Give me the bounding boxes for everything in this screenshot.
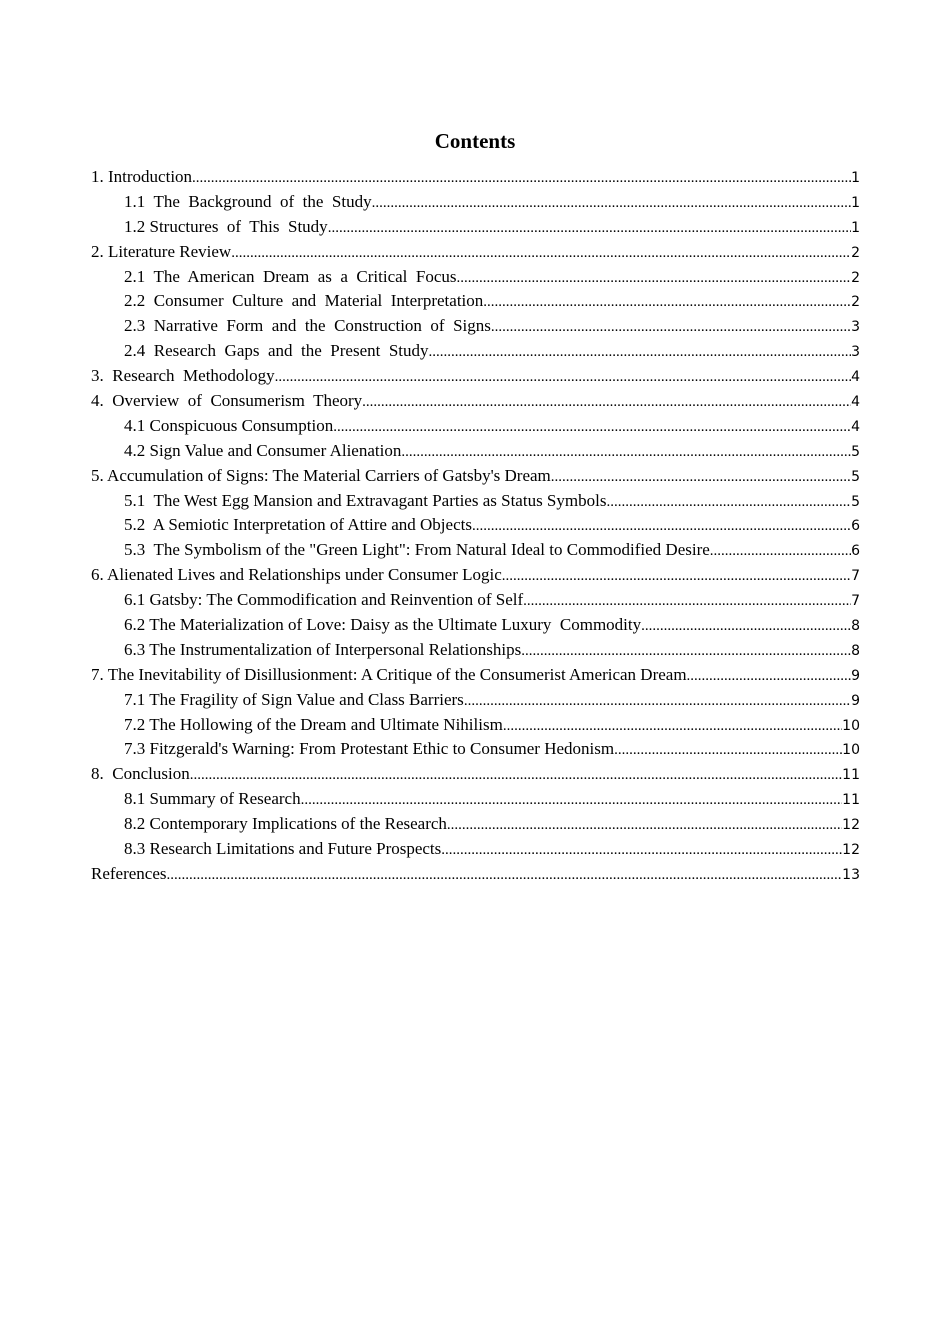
toc-entry-label: 5.2 A Semiotic Interpretation of Attire and Objects bbox=[124, 515, 472, 535]
table-of-contents bbox=[91, 165, 860, 887]
toc-entry-label: 2.3 Narrative Form and the Construction of Signs bbox=[124, 316, 491, 336]
toc-entry-label: 5. Accumulation of Signs: The Material Carriers of Gatsby's Dream bbox=[91, 465, 551, 485]
toc-entry[interactable] bbox=[91, 663, 860, 688]
toc-entry[interactable] bbox=[91, 289, 860, 314]
toc-page-number: 4 bbox=[851, 394, 860, 411]
toc-dot-leader bbox=[472, 514, 851, 538]
toc-entry-label: 7.2 The Hollowing of the Dream and Ultimate Nihilism bbox=[124, 714, 503, 734]
toc-entry[interactable] bbox=[91, 837, 860, 862]
toc-entry[interactable] bbox=[91, 513, 860, 538]
toc-entry-label: 7.1 The Fragility of Sign Value and Class Barriers bbox=[124, 689, 464, 709]
toc-dot-leader bbox=[441, 838, 842, 862]
toc-entry[interactable] bbox=[91, 314, 860, 339]
toc-entry-label: 4.2 Sign Value and Consumer Alienation bbox=[124, 440, 402, 460]
toc-entry-label: 3. Research Methodology bbox=[91, 366, 275, 386]
toc-dot-leader bbox=[457, 266, 852, 290]
toc-entry[interactable] bbox=[91, 713, 860, 738]
toc-entry[interactable] bbox=[91, 364, 860, 389]
toc-dot-leader bbox=[606, 490, 851, 514]
toc-entry[interactable] bbox=[91, 339, 860, 364]
toc-entry-label: 7. The Inevitability of Disillusionment: A Critique of the Consumerist American Dream bbox=[91, 664, 687, 684]
toc-page-number: 12 bbox=[842, 817, 860, 834]
toc-dot-leader bbox=[641, 614, 851, 638]
toc-page-number: 7 bbox=[851, 593, 860, 610]
toc-page-number: 1 bbox=[851, 194, 860, 211]
toc-dot-leader bbox=[372, 191, 852, 215]
toc-dot-leader bbox=[190, 763, 842, 787]
toc-page-number: 5 bbox=[851, 468, 860, 485]
toc-page-number: 13 bbox=[842, 866, 860, 883]
toc-entry[interactable] bbox=[91, 240, 860, 265]
toc-entry-label: 8.3 Research Limitations and Future Prospects bbox=[124, 839, 442, 859]
toc-entry[interactable] bbox=[91, 489, 860, 514]
toc-page-number: 6 bbox=[851, 543, 860, 560]
toc-entry[interactable] bbox=[91, 737, 860, 762]
toc-page-number: 4 bbox=[851, 418, 860, 435]
toc-page-number: 9 bbox=[851, 692, 860, 709]
toc-page-number: 1 bbox=[851, 219, 860, 236]
toc-entry[interactable] bbox=[91, 812, 860, 837]
toc-page-number: 11 bbox=[842, 767, 860, 784]
toc-dot-leader bbox=[503, 714, 842, 738]
toc-page-number: 2 bbox=[851, 269, 860, 286]
toc-page-number: 2 bbox=[851, 294, 860, 311]
toc-entry-label: 7.3 Fitzgerald's Warning: From Protestant Ethic to Consumer Hedonism bbox=[124, 739, 615, 759]
toc-page-number: 8 bbox=[851, 618, 860, 635]
toc-entry[interactable] bbox=[91, 588, 860, 613]
toc-entry-label: 2.4 Research Gaps and the Present Study bbox=[124, 341, 429, 361]
toc-page-number: 10 bbox=[842, 742, 860, 759]
toc-dot-leader bbox=[491, 315, 851, 339]
toc-entry-label: 8.2 Contemporary Implications of the Research bbox=[124, 814, 447, 834]
toc-page-number: 5 bbox=[851, 493, 860, 510]
toc-entry[interactable] bbox=[91, 538, 860, 563]
toc-page-number: 5 bbox=[851, 443, 860, 460]
toc-page-number: 4 bbox=[851, 369, 860, 386]
toc-page-number: 12 bbox=[842, 842, 860, 859]
toc-entry-label: 5.3 The Symbolism of the "Green Light": From Natural Ideal to Commodified Desire bbox=[124, 540, 710, 560]
toc-entry[interactable] bbox=[91, 638, 860, 663]
toc-entry-label: 2. Literature Review bbox=[91, 241, 232, 261]
toc-entry[interactable] bbox=[91, 762, 860, 787]
toc-dot-leader bbox=[362, 390, 851, 414]
toc-page-number: 9 bbox=[851, 667, 860, 684]
toc-page-number: 8 bbox=[851, 642, 860, 659]
toc-dot-leader bbox=[464, 689, 851, 713]
toc-entry-label: 6. Alienated Lives and Relationships under Consumer Logic bbox=[91, 565, 502, 585]
toc-dot-leader bbox=[551, 465, 851, 489]
toc-entry[interactable] bbox=[91, 787, 860, 812]
toc-entry[interactable] bbox=[91, 464, 860, 489]
toc-page-number: 1 bbox=[851, 170, 860, 186]
toc-dot-leader bbox=[521, 639, 851, 663]
toc-page-number: 2 bbox=[851, 244, 860, 261]
toc-dot-leader bbox=[192, 166, 851, 190]
toc-dot-leader bbox=[710, 539, 851, 563]
toc-entry[interactable] bbox=[91, 862, 860, 887]
toc-entry[interactable] bbox=[91, 265, 860, 290]
toc-entry[interactable] bbox=[91, 688, 860, 713]
toc-dot-leader bbox=[483, 290, 851, 314]
toc-entry-label: 6.3 The Instrumentalization of Interpersonal Relationships bbox=[124, 639, 522, 659]
toc-entry[interactable] bbox=[91, 215, 860, 240]
toc-dot-leader bbox=[167, 863, 843, 887]
toc-page-number: 7 bbox=[851, 568, 860, 585]
toc-entry-label: 4.1 Conspicuous Consumption bbox=[124, 415, 334, 435]
toc-dot-leader bbox=[502, 564, 851, 588]
toc-entry-label: 8. Conclusion bbox=[91, 764, 190, 784]
toc-dot-leader bbox=[231, 241, 851, 265]
toc-entry[interactable] bbox=[91, 563, 860, 588]
toc-entry-label: 2.2 Consumer Culture and Material Interpretation bbox=[124, 291, 484, 311]
toc-entry-label: 5.1 The West Egg Mansion and Extravagant Parties as Status Symbols bbox=[124, 490, 607, 510]
toc-entry[interactable] bbox=[91, 165, 860, 190]
toc-entry[interactable] bbox=[91, 190, 860, 215]
toc-dot-leader bbox=[275, 365, 851, 389]
toc-dot-leader bbox=[429, 340, 852, 364]
toc-dot-leader bbox=[523, 589, 851, 613]
toc-entry-label: 2.1 The American Dream as a Critical Focus bbox=[124, 266, 457, 286]
toc-entry-label: 4. Overview of Consumerism Theory bbox=[91, 391, 363, 411]
toc-entry[interactable] bbox=[91, 414, 860, 439]
toc-page-number: 6 bbox=[851, 518, 860, 535]
toc-page-number: 3 bbox=[851, 319, 860, 336]
toc-entry-label: 1.2 Structures of This Study bbox=[124, 216, 328, 236]
toc-dot-leader bbox=[333, 415, 851, 439]
toc-dot-leader bbox=[328, 216, 851, 240]
toc-entry-label: 6.2 The Materialization of Love: Daisy as the Ultimate Luxury Commodity bbox=[124, 615, 642, 635]
toc-entry[interactable] bbox=[91, 389, 860, 414]
toc-page-number: 11 bbox=[842, 792, 860, 809]
toc-entry[interactable] bbox=[91, 613, 860, 638]
toc-entry[interactable] bbox=[91, 439, 860, 464]
toc-entry-label: 8.1 Summary of Research bbox=[124, 789, 301, 809]
page-title: Contents bbox=[434, 129, 516, 153]
toc-dot-leader bbox=[614, 738, 842, 762]
toc-entry-label: 1. Introduction bbox=[91, 167, 193, 186]
toc-dot-leader bbox=[401, 440, 851, 464]
toc-dot-leader bbox=[301, 788, 843, 812]
toc-page-number: 10 bbox=[842, 717, 860, 734]
toc-entry-label: 6.1 Gatsby: The Commodification and Reinvention of Self bbox=[124, 590, 524, 610]
toc-entry-label: 1.1 The Background of the Study bbox=[124, 191, 372, 211]
toc-entry-label: References bbox=[91, 863, 167, 883]
toc-dot-leader bbox=[447, 813, 842, 837]
toc-dot-leader bbox=[687, 664, 852, 688]
toc-page-number: 3 bbox=[851, 344, 860, 361]
